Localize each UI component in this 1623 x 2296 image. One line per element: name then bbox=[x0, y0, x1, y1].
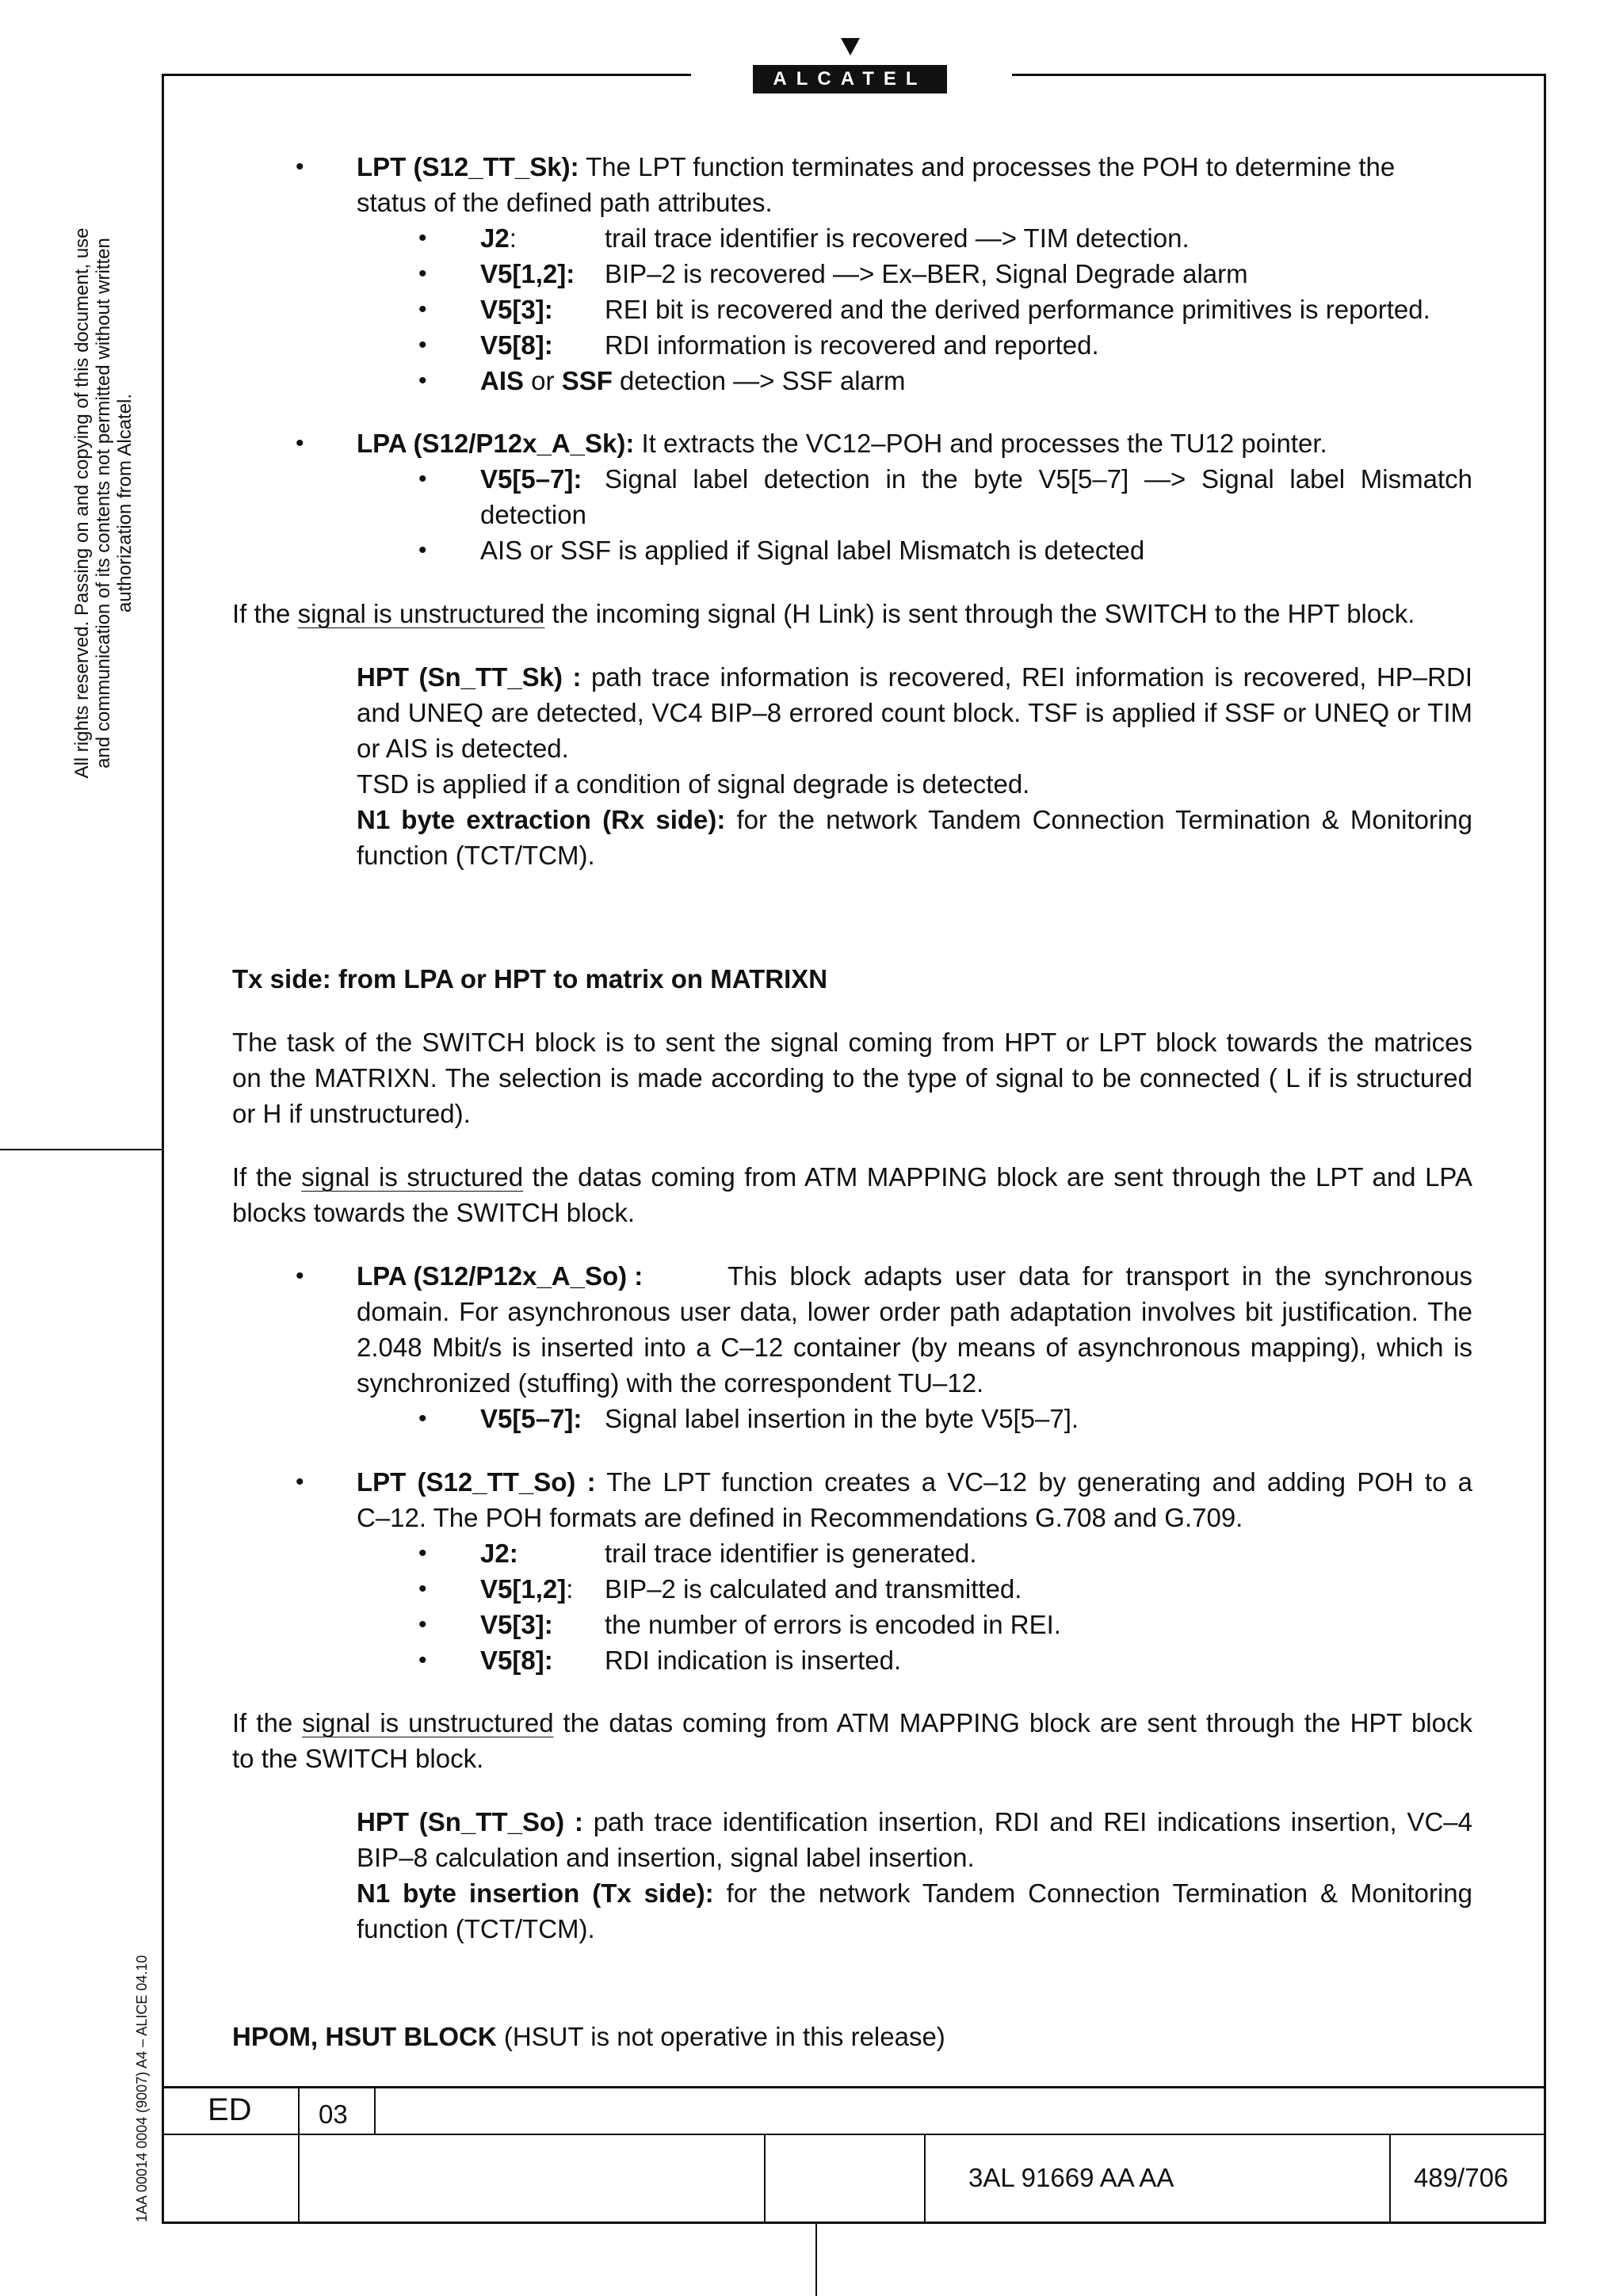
frame-right bbox=[1544, 74, 1546, 2224]
footer-mid-rule bbox=[162, 2134, 1546, 2135]
hpt-sk-line4: TSD is applied if a condition of signal degrade is detected. bbox=[357, 769, 1030, 799]
structured-tx-line2: blocks towards the SWITCH block. bbox=[232, 1198, 635, 1227]
n1-insertion-line2: function (TCT/TCM). bbox=[357, 1914, 595, 1943]
side-rule bbox=[0, 1149, 162, 1150]
item-text-cont: detection bbox=[480, 500, 586, 529]
n1-insertion-line1: N1 byte insertion (Tx side): for the network Tandem Connection Termination & Monitoring bbox=[357, 1878, 1472, 1908]
frame-top-left bbox=[162, 74, 691, 76]
bullet: • bbox=[418, 1611, 427, 1638]
item-label: V5[5–7]: bbox=[480, 464, 582, 494]
bullet: • bbox=[418, 1405, 427, 1432]
alcatel-logo-mark-icon bbox=[841, 38, 860, 55]
switch-para-line2: on the MATRIXN. The selection is made according to the type of signal to be connected ( L if is structured bbox=[232, 1063, 1472, 1093]
item-ais-ssf: AIS or SSF detection —> SSF alarm bbox=[480, 366, 906, 395]
bullet: • bbox=[418, 466, 427, 492]
hpt-sk-line1: HPT (Sn_TT_Sk) : path trace information is recovered, REI information is recovered, HP–RDI bbox=[357, 662, 1472, 692]
lpa-so-label: LPA (S12/P12x_A_So) : bbox=[357, 1261, 643, 1291]
lpa-so-line3: 2.048 Mbit/s is inserted into a C–12 container (by means of asynchronous mapping), which is bbox=[357, 1333, 1472, 1362]
hpom-heading: HPOM, HSUT BLOCK (HSUT is not operative in this release) bbox=[232, 2022, 945, 2051]
item-text: AIS or SSF is applied if Signal label Mismatch is detected bbox=[480, 536, 1145, 565]
switch-para-line3: or H if unstructured). bbox=[232, 1099, 471, 1128]
page-number: 489/706 bbox=[1414, 2163, 1509, 2192]
lpa-so-line2: domain. For asynchronous user data, lower order path adaptation involves bit justification. The bbox=[357, 1297, 1472, 1326]
edition-value: 03 bbox=[319, 2100, 348, 2129]
document-reference: 3AL 91669 AA AA bbox=[968, 2163, 1174, 2192]
copyright-notice: All rights reserved. Passing on and copying of this document, use and communication of its contents not permitted without written authorization from Alcatel. bbox=[71, 227, 136, 779]
hpt-so-line2: BIP–8 calculation and insertion, signal label insertion. bbox=[357, 1843, 975, 1872]
footer-top-rule bbox=[162, 2086, 1546, 2088]
hpt-so-line1: HPT (Sn_TT_So) : path trace identification insertion, RDI and REI indications insertion, VC–4 bbox=[357, 1807, 1472, 1836]
lpt-so-line1: LPT (S12_TT_So) : The LPT function creates a VC–12 by generating and adding POH to a bbox=[357, 1467, 1472, 1497]
unstructured-rx-para: If the signal is unstructured the incoming signal (H Link) is sent through the SWITCH to the HPT block. bbox=[232, 599, 1415, 628]
item-text: BIP–2 is recovered —> Ex–BER, Signal Degrade alarm bbox=[605, 259, 1248, 288]
item-label: V5[8]: bbox=[480, 330, 553, 360]
footer-col-1 bbox=[298, 2086, 300, 2224]
footer-bottom-rule bbox=[162, 2222, 1546, 2224]
lpa-so-line4: synchronized (stuffing) with the correspondent TU–12. bbox=[357, 1368, 984, 1398]
hpt-sk-line2: and UNEQ are detected, VC4 BIP–8 errored count block. TSF is applied if SSF or UNEQ or TIM bbox=[357, 698, 1472, 727]
item-label: J2: bbox=[480, 223, 517, 253]
bullet: • bbox=[418, 1540, 427, 1566]
alcatel-logo: ALCATEL bbox=[753, 65, 947, 93]
bullet: • bbox=[418, 368, 427, 394]
footer-col-2 bbox=[374, 2086, 376, 2134]
item-text: trail trace identifier is recovered —> TIM detection. bbox=[605, 223, 1190, 253]
lpt-so-line2: C–12. The POH formats are defined in Recommendations G.708 and G.709. bbox=[357, 1503, 1243, 1532]
item-text: RDI information is recovered and reported. bbox=[605, 330, 1099, 360]
item-text: REI bit is recovered and the derived performance primitives is reported. bbox=[605, 295, 1430, 324]
tx-side-heading: Tx side: from LPA or HPT to matrix on MATRIXN bbox=[232, 964, 828, 994]
item-label: V5[3]: bbox=[480, 295, 553, 324]
footer-col-3 bbox=[764, 2134, 766, 2224]
frame-left bbox=[162, 74, 164, 2224]
bullet: • bbox=[418, 261, 427, 287]
unstructured-tx-line1: If the signal is unstructured the datas coming from ATM MAPPING block are sent through the HPT block bbox=[232, 1708, 1472, 1737]
item-text: Signal label insertion in the byte V5[5–7]. bbox=[605, 1404, 1079, 1433]
footer-col-5 bbox=[1389, 2134, 1391, 2224]
lpt-sk-line2: status of the defined path attributes. bbox=[357, 188, 773, 217]
footer-col-4 bbox=[924, 2134, 926, 2224]
lpa-so-line1: This block adapts user data for transport in the synchronous bbox=[727, 1261, 1472, 1291]
item-label: V5[1,2]: bbox=[480, 259, 575, 288]
n1-extraction-line2: function (TCT/TCM). bbox=[357, 841, 595, 870]
hpt-sk-line3: or AIS is detected. bbox=[357, 734, 569, 763]
form-code: 1AA 00014 0004 (9007) A4 – ALICE 04.10 bbox=[134, 1955, 150, 2222]
bullet: • bbox=[296, 154, 304, 180]
n1-extraction-line1: N1 byte extraction (Rx side): for the network Tandem Connection Termination & Monitoring bbox=[357, 805, 1472, 834]
item-label: J2: bbox=[480, 1539, 518, 1568]
lpt-sk-para: LPT (S12_TT_Sk): The LPT function terminates and processes the POH to determine the bbox=[357, 152, 1396, 181]
bullet: • bbox=[296, 1469, 304, 1495]
frame-top-right bbox=[1012, 74, 1545, 76]
item-label: V5[8]: bbox=[480, 1646, 553, 1675]
switch-para-line1: The task of the SWITCH block is to sent the signal coming from HPT or LPT block towards the matrices bbox=[232, 1028, 1472, 1057]
item-text: RDI indication is inserted. bbox=[605, 1646, 902, 1675]
item-text: BIP–2 is calculated and transmitted. bbox=[605, 1574, 1022, 1604]
bullet: • bbox=[418, 296, 427, 322]
footer-stub bbox=[815, 2224, 817, 2296]
lpa-sk-para: LPA (S12/P12x_A_Sk): It extracts the VC12–POH and processes the TU12 pointer. bbox=[357, 429, 1327, 458]
bullet: • bbox=[296, 430, 304, 456]
bullet: • bbox=[418, 1647, 427, 1673]
bullet: • bbox=[296, 1263, 304, 1289]
structured-tx-line1: If the signal is structured the datas coming from ATM MAPPING block are sent through the LPT and LPA bbox=[232, 1162, 1472, 1192]
bullet: • bbox=[418, 1576, 427, 1602]
item-label: V5[1,2]: bbox=[480, 1574, 574, 1604]
item-text: trail trace identifier is generated. bbox=[605, 1539, 977, 1568]
bullet: • bbox=[418, 332, 427, 358]
item-text: the number of errors is encoded in REI. bbox=[605, 1610, 1061, 1639]
item-text: Signal label detection in the byte V5[5–7] —> Signal label Mismatch bbox=[605, 464, 1472, 494]
item-label: V5[5–7]: bbox=[480, 1404, 582, 1433]
unstructured-tx-line2: to the SWITCH block. bbox=[232, 1744, 484, 1773]
bullet: • bbox=[418, 225, 427, 251]
edition-label: ED bbox=[208, 2092, 252, 2127]
bullet: • bbox=[418, 537, 427, 563]
item-label: V5[3]: bbox=[480, 1610, 553, 1639]
